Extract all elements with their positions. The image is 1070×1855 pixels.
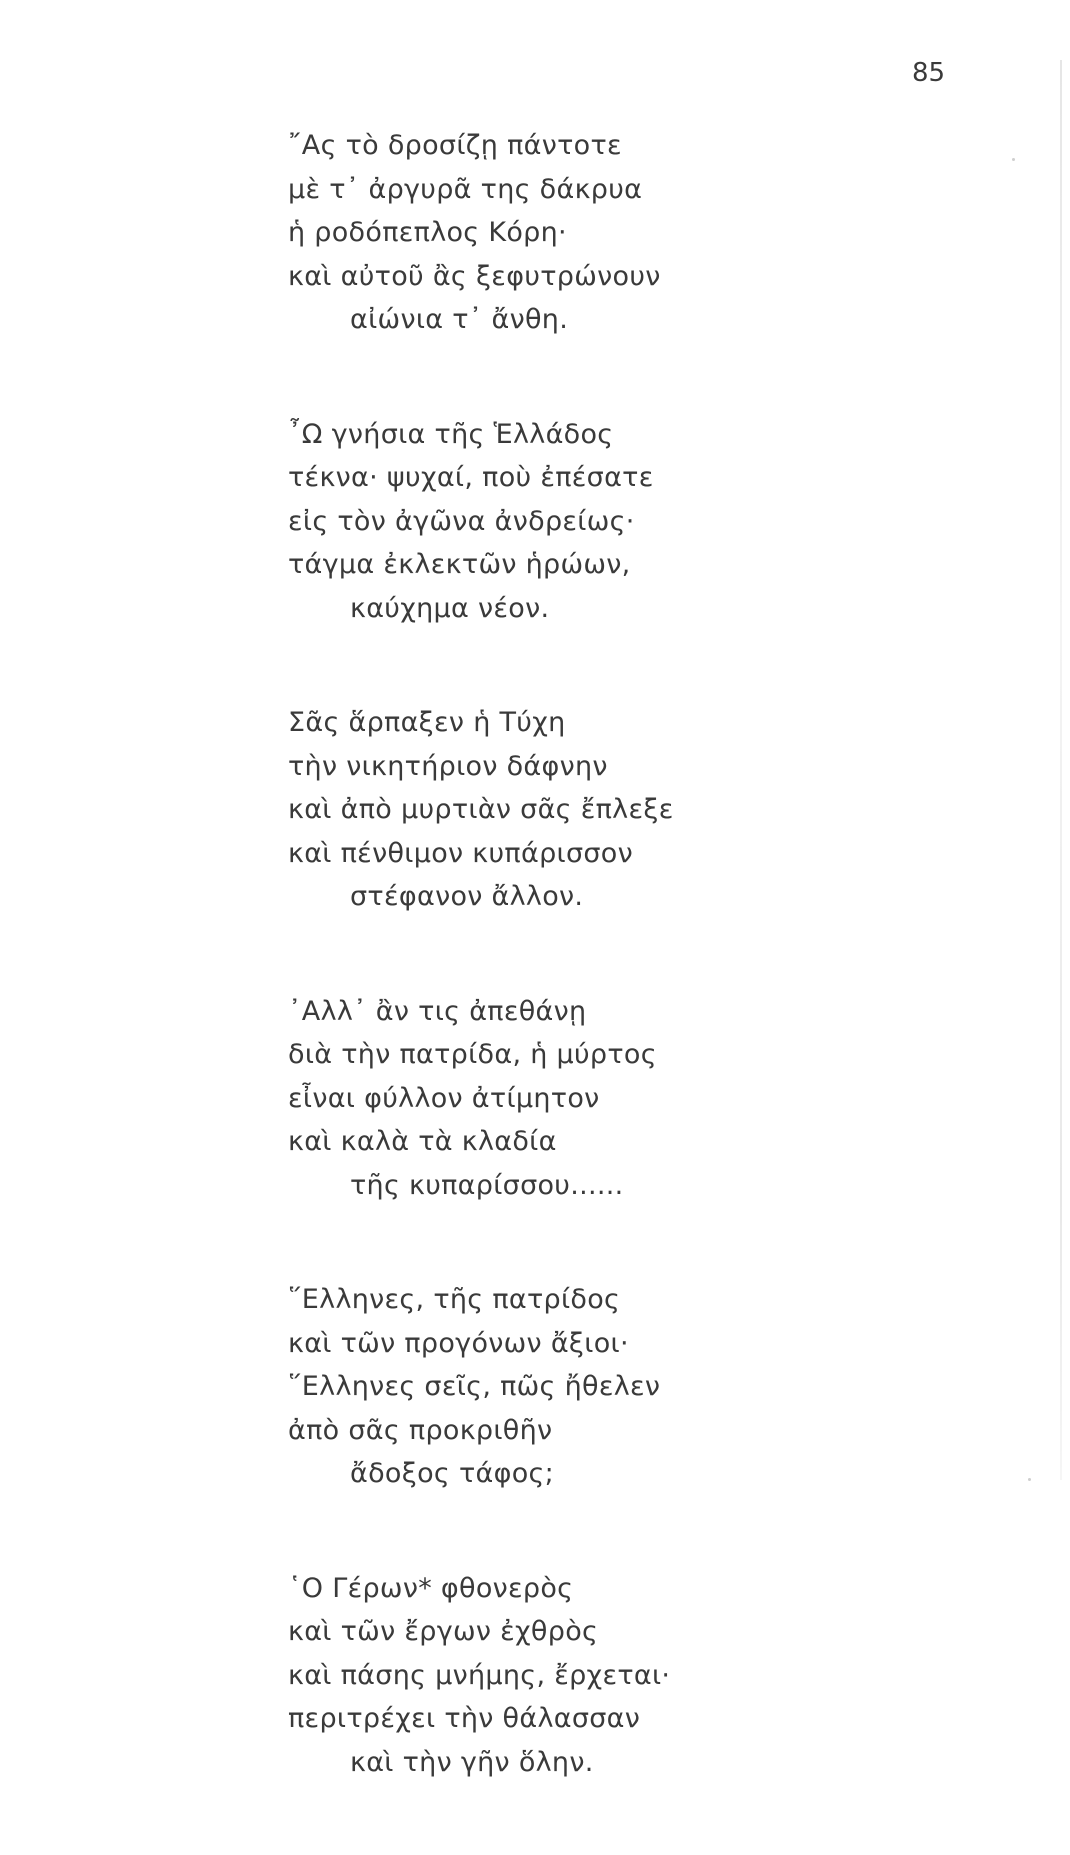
paper-speck bbox=[1028, 1478, 1031, 1481]
poem-line: ῾Ο Γέρων* φθονερὸς bbox=[288, 1572, 574, 1604]
poem-line: τάγμα ἐκλεκτῶν ἡρώων, bbox=[288, 549, 631, 580]
stanza bbox=[288, 1567, 848, 1785]
poem-line: καὶ πάσης μνήμης, ἔρχεται· bbox=[288, 1659, 671, 1691]
poem-line: ῎Ας τὸ δροσίζῃ πάντοτε bbox=[288, 130, 622, 161]
poem-line: περιτρέχει τὴν θάλασσαν bbox=[288, 1703, 641, 1734]
paper-speck bbox=[1012, 158, 1015, 161]
poem-line: ῞Ελληνες, τῆς πατρίδος bbox=[288, 1284, 621, 1315]
stanza bbox=[288, 1278, 848, 1496]
poem-line: καὶ τῶν ἔργων ἐχθρὸς bbox=[288, 1616, 599, 1647]
poem-line: ἄδοξος τάφος; bbox=[350, 1458, 555, 1489]
poem-line: τῆς κυπαρίσσου...... bbox=[350, 1169, 624, 1201]
poem-line: αἰώνια τ᾽ ἄνθη. bbox=[350, 304, 569, 335]
stanza bbox=[288, 990, 848, 1208]
poem-line: διὰ τὴν πατρίδα, ἡ μύρτος bbox=[288, 1039, 657, 1070]
poem-line: τέκνα· ψυχαί, ποὺ ἐπέσατε bbox=[288, 462, 654, 493]
poem-line: καύχημα νέον. bbox=[350, 592, 550, 624]
poem-line: καὶ καλὰ τὰ κλαδία bbox=[288, 1126, 557, 1157]
poem-line: καὶ τῶν προγόνων ἄξιοι· bbox=[288, 1327, 629, 1359]
stanza bbox=[288, 413, 848, 631]
poem-line: ῏Ω γνήσια τῆς Ἑλλάδος bbox=[288, 418, 614, 450]
poem-line: Σᾶς ἅρπαξεν ἡ Τύχη bbox=[288, 707, 566, 738]
stanza bbox=[288, 124, 848, 342]
poem-line: τὴν νικητήριον δάφνην bbox=[288, 750, 608, 782]
stanza bbox=[288, 701, 848, 919]
poem-line: στέφανον ἄλλον. bbox=[350, 881, 584, 912]
poem bbox=[288, 124, 848, 1855]
page-number: 85 bbox=[912, 58, 946, 88]
poem-line: καὶ ἀπὸ μυρτιὰν σᾶς ἔπλεξε bbox=[288, 794, 674, 825]
poem-line: ᾽Αλλ᾽ ἂν τις ἀπεθάνῃ bbox=[288, 995, 587, 1027]
poem-line: μὲ τ᾽ ἀργυρᾶ της δάκρυα bbox=[288, 173, 643, 205]
page-edge-shadow bbox=[1060, 60, 1062, 1480]
poem-line: καὶ αὐτοῦ ἂς ξεφυτρώνουν bbox=[288, 260, 661, 292]
poem-line: ῞Ελληνες σεῖς, πῶς ἤθελεν bbox=[288, 1371, 661, 1402]
poem-line: εἶναι φύλλον ἀτίμητον bbox=[288, 1082, 600, 1114]
poem-line: ἀπὸ σᾶς προκριθῆν bbox=[288, 1414, 553, 1446]
poem-line: καὶ πένθιμον κυπάρισσον bbox=[288, 837, 633, 869]
poem-line: εἰς τὸν ἀγῶνα ἀνδρείως· bbox=[288, 505, 635, 537]
poem-line: καὶ τὴν γῆν ὅλην. bbox=[350, 1746, 594, 1778]
poem-line: ἡ ροδόπεπλος Κόρη· bbox=[288, 217, 567, 248]
